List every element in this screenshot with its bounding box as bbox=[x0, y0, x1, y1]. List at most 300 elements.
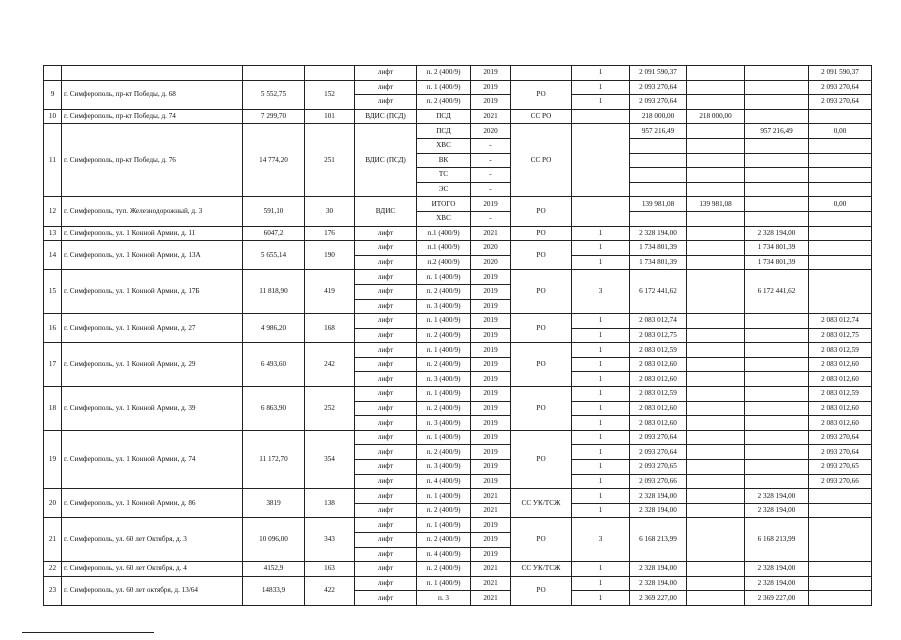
table-cell: 2 083 012,60 bbox=[630, 416, 687, 431]
table-cell: лифт bbox=[355, 80, 417, 95]
table-cell bbox=[687, 357, 745, 372]
table-cell: г. Симферополь, ул. 1 Конной Армии, д. 39 bbox=[62, 387, 243, 431]
table-row bbox=[44, 562, 872, 577]
table-cell: 2021 bbox=[471, 503, 511, 518]
table-cell: 419 bbox=[305, 270, 355, 314]
table-cell: 6 168 213,99 bbox=[745, 518, 809, 562]
table-cell: 22 bbox=[44, 562, 62, 577]
table-cell bbox=[687, 124, 745, 139]
table-cell bbox=[745, 445, 809, 460]
table-cell: п. 4 (400/9) bbox=[417, 547, 471, 562]
table-cell: ИТОГО bbox=[417, 197, 471, 212]
table-cell: п. 1 (400/9) bbox=[417, 80, 471, 95]
table-cell: 1 734 801,39 bbox=[745, 241, 809, 256]
table-cell: 218 000,00 bbox=[630, 109, 687, 124]
table-cell: 251 bbox=[305, 124, 355, 197]
table-cell bbox=[687, 562, 745, 577]
table-cell: РО bbox=[511, 430, 572, 488]
table-row bbox=[44, 109, 872, 124]
table-cell: г. Симферополь, ул. 1 Конной Армии, д. 74 bbox=[62, 430, 243, 488]
table-cell bbox=[809, 168, 872, 183]
table-cell: 16 bbox=[44, 314, 62, 343]
table-cell: 2 083 012,59 bbox=[809, 387, 872, 402]
table-cell: лифт bbox=[355, 474, 417, 489]
table-cell: 9 bbox=[44, 80, 62, 109]
table-row bbox=[44, 518, 872, 533]
table-cell bbox=[687, 328, 745, 343]
table-cell: п. 2 (400/9) bbox=[417, 533, 471, 548]
table-cell: п. 2 (400/9) bbox=[417, 562, 471, 577]
table-cell: РО bbox=[511, 80, 572, 109]
table-cell bbox=[687, 226, 745, 241]
table-cell: РО bbox=[511, 241, 572, 270]
table-cell: 138 bbox=[305, 489, 355, 518]
table-cell: 3 bbox=[572, 518, 630, 562]
table-cell: 6 493,60 bbox=[243, 343, 305, 387]
table-cell: 1 bbox=[572, 445, 630, 460]
table-cell: п. 1 (400/9) bbox=[417, 430, 471, 445]
table-cell: 218 000,00 bbox=[687, 109, 745, 124]
table-cell: г. Симферополь, ул. 1 Конной Армии, д. 13А bbox=[62, 241, 243, 270]
table-cell: ХВС bbox=[417, 211, 471, 226]
table-cell: лифт bbox=[355, 460, 417, 475]
table-cell: 139 981,08 bbox=[630, 197, 687, 212]
table-cell: лифт bbox=[355, 533, 417, 548]
table-cell bbox=[687, 270, 745, 314]
table-cell: п. 3 (400/9) bbox=[417, 460, 471, 475]
table-cell: РО bbox=[511, 576, 572, 605]
table-cell: лифт bbox=[355, 226, 417, 241]
table-row bbox=[44, 387, 872, 402]
table-cell: 2020 bbox=[471, 255, 511, 270]
table-cell bbox=[687, 95, 745, 110]
table-cell bbox=[687, 182, 745, 197]
table-cell: 1 bbox=[572, 591, 630, 606]
table-cell bbox=[572, 109, 630, 124]
table-cell: 2019 bbox=[471, 547, 511, 562]
table-cell: 1 bbox=[572, 416, 630, 431]
table-cell bbox=[745, 109, 809, 124]
table-cell: п. 1 (400/9) bbox=[417, 387, 471, 402]
table-cell bbox=[809, 562, 872, 577]
table-cell: 2 083 012,60 bbox=[630, 372, 687, 387]
table-row bbox=[44, 66, 872, 81]
table-cell: 5 655,14 bbox=[243, 241, 305, 270]
table-cell: ПСД bbox=[417, 124, 471, 139]
table-cell: 2020 bbox=[471, 124, 511, 139]
table-cell bbox=[687, 474, 745, 489]
table-cell: 1 bbox=[572, 314, 630, 329]
table-cell: лифт bbox=[355, 518, 417, 533]
table-cell bbox=[745, 372, 809, 387]
table-cell: 1 bbox=[572, 576, 630, 591]
table-cell: - bbox=[471, 168, 511, 183]
table-cell: 2019 bbox=[471, 533, 511, 548]
table-cell: РО bbox=[511, 314, 572, 343]
table-cell: 14 774,20 bbox=[243, 124, 305, 197]
table-cell bbox=[687, 138, 745, 153]
table-cell: 2 083 012,60 bbox=[630, 401, 687, 416]
table-cell: 2020 bbox=[471, 241, 511, 256]
table-cell: п. 2 (400/9) bbox=[417, 357, 471, 372]
table-cell: 2019 bbox=[471, 197, 511, 212]
table-cell: 1 bbox=[572, 562, 630, 577]
table-cell: 2 328 194,00 bbox=[630, 562, 687, 577]
table-cell bbox=[809, 182, 872, 197]
table-cell bbox=[809, 255, 872, 270]
table-cell: лифт bbox=[355, 357, 417, 372]
table-cell bbox=[243, 66, 305, 81]
table-cell: лифт bbox=[355, 372, 417, 387]
table-cell: 1 bbox=[572, 80, 630, 95]
table-cell: лифт bbox=[355, 284, 417, 299]
table-cell: 12 bbox=[44, 197, 62, 226]
table-cell bbox=[687, 387, 745, 402]
table-cell bbox=[687, 80, 745, 95]
table-cell bbox=[745, 168, 809, 183]
table-cell bbox=[630, 168, 687, 183]
table-cell: 1 bbox=[572, 372, 630, 387]
table-cell: ВДИС bbox=[355, 197, 417, 226]
table-cell: лифт bbox=[355, 314, 417, 329]
table-cell: 2019 bbox=[471, 387, 511, 402]
table-cell: лифт bbox=[355, 416, 417, 431]
table-cell: РО bbox=[511, 197, 572, 226]
table-cell: 2 328 194,00 bbox=[745, 576, 809, 591]
table-cell bbox=[745, 153, 809, 168]
table-cell bbox=[687, 153, 745, 168]
table-cell: 1 bbox=[572, 430, 630, 445]
table-cell: 176 bbox=[305, 226, 355, 241]
table-cell: 422 bbox=[305, 576, 355, 605]
table-cell: 2 093 270,64 bbox=[630, 80, 687, 95]
table-cell: РО bbox=[511, 387, 572, 431]
table-cell bbox=[687, 211, 745, 226]
table-cell: 101 bbox=[305, 109, 355, 124]
table-cell: 2 083 012,60 bbox=[809, 357, 872, 372]
table-cell bbox=[62, 66, 243, 81]
table-cell: 2 083 012,60 bbox=[809, 416, 872, 431]
table-cell: п.1 (400/9) bbox=[417, 226, 471, 241]
table-cell bbox=[745, 357, 809, 372]
table-cell: 2019 bbox=[471, 357, 511, 372]
table-cell: лифт bbox=[355, 270, 417, 285]
table-cell bbox=[745, 328, 809, 343]
table-cell: лифт bbox=[355, 299, 417, 314]
table-cell bbox=[745, 314, 809, 329]
table-cell: 13 bbox=[44, 226, 62, 241]
table-cell: ПСД bbox=[417, 109, 471, 124]
table-cell bbox=[809, 503, 872, 518]
table-cell: 14 bbox=[44, 241, 62, 270]
table-cell: 4152,9 bbox=[243, 562, 305, 577]
table-cell: 2 083 012,74 bbox=[630, 314, 687, 329]
table-cell: ХВС bbox=[417, 138, 471, 153]
table-cell bbox=[511, 66, 572, 81]
table-cell: 2019 bbox=[471, 445, 511, 460]
table-cell: г. Симферополь, пр-кт Победы, д. 74 bbox=[62, 109, 243, 124]
table-cell: п. 1 (400/9) bbox=[417, 518, 471, 533]
table-cell: п. 3 bbox=[417, 591, 471, 606]
table-row bbox=[44, 343, 872, 358]
table-cell: п. 1 (400/9) bbox=[417, 489, 471, 504]
table-cell bbox=[745, 182, 809, 197]
table-cell bbox=[687, 401, 745, 416]
table-cell: ТС bbox=[417, 168, 471, 183]
table-cell: 11 818,90 bbox=[243, 270, 305, 314]
table-cell: п. 2 (400/9) bbox=[417, 66, 471, 81]
table-cell: 30 bbox=[305, 197, 355, 226]
table-cell: 11 bbox=[44, 124, 62, 197]
table-cell bbox=[687, 445, 745, 460]
table-cell: п. 3 (400/9) bbox=[417, 299, 471, 314]
table-cell: г. Симферополь, ул. 1 Конной Армии, д. 29 bbox=[62, 343, 243, 387]
table-cell bbox=[809, 270, 872, 314]
table-cell: п. 1 (400/9) bbox=[417, 343, 471, 358]
table-cell: РО bbox=[511, 226, 572, 241]
table-cell: 2 093 270,64 bbox=[630, 445, 687, 460]
table-cell: СС РО bbox=[511, 124, 572, 197]
table-cell bbox=[687, 66, 745, 81]
table-cell: 2019 bbox=[471, 270, 511, 285]
table-cell: 2021 bbox=[471, 576, 511, 591]
table-cell: 5 552,75 bbox=[243, 80, 305, 109]
table-cell: г. Симферополь, пр-кт Победы, д. 68 bbox=[62, 80, 243, 109]
table-cell: 2 093 270,66 bbox=[630, 474, 687, 489]
table-cell bbox=[687, 591, 745, 606]
table-cell: 2 093 270,66 bbox=[809, 474, 872, 489]
table-cell: 17 bbox=[44, 343, 62, 387]
table-cell: 6047,2 bbox=[243, 226, 305, 241]
table-cell: 2 093 270,64 bbox=[630, 430, 687, 445]
table-cell: СС УК/ТСЖ bbox=[511, 489, 572, 518]
table-cell: г. Симферополь, ул. 60 лет Октября, д. 3 bbox=[62, 518, 243, 562]
table-cell: 23 bbox=[44, 576, 62, 605]
table-cell: - bbox=[471, 138, 511, 153]
table-cell: 2 083 012,59 bbox=[630, 343, 687, 358]
table-cell bbox=[745, 197, 809, 212]
table-cell: п. 1 (400/9) bbox=[417, 270, 471, 285]
table-cell: РО bbox=[511, 343, 572, 387]
table-cell: 6 863,90 bbox=[243, 387, 305, 431]
table-cell: ВДИС (ПСД) bbox=[355, 124, 417, 197]
table-cell: г. Симферополь, ул. 60 лет Октября, д. 4 bbox=[62, 562, 243, 577]
table-cell: 2 093 270,64 bbox=[630, 95, 687, 110]
table-row bbox=[44, 241, 872, 256]
table-cell: 10 096,00 bbox=[243, 518, 305, 562]
table-cell: г. Симферополь, ул. 1 Конной Армии, д. 86 bbox=[62, 489, 243, 518]
table-row bbox=[44, 430, 872, 445]
table-cell bbox=[745, 80, 809, 95]
table-cell: 2 083 012,75 bbox=[809, 328, 872, 343]
table-cell bbox=[687, 168, 745, 183]
footnote-rule bbox=[22, 632, 154, 633]
table-cell: 957 216,49 bbox=[630, 124, 687, 139]
table-cell bbox=[745, 430, 809, 445]
table-cell bbox=[687, 518, 745, 562]
table-cell bbox=[745, 343, 809, 358]
table-cell: лифт bbox=[355, 503, 417, 518]
table-cell bbox=[809, 241, 872, 256]
table-cell: 139 981,08 bbox=[687, 197, 745, 212]
table-cell bbox=[745, 460, 809, 475]
table-cell: 14833,9 bbox=[243, 576, 305, 605]
table-cell: 1 bbox=[572, 226, 630, 241]
table-cell: 7 299,70 bbox=[243, 109, 305, 124]
table-cell: 21 bbox=[44, 518, 62, 562]
table-cell: 6 168 213,99 bbox=[630, 518, 687, 562]
table-cell: 2019 bbox=[471, 460, 511, 475]
table-cell: СС РО bbox=[511, 109, 572, 124]
table-cell: 152 bbox=[305, 80, 355, 109]
table-cell bbox=[745, 211, 809, 226]
table-cell: - bbox=[471, 211, 511, 226]
table-cell: 1 734 801,39 bbox=[630, 241, 687, 256]
table-row bbox=[44, 489, 872, 504]
table-cell: РО bbox=[511, 518, 572, 562]
table-cell bbox=[745, 138, 809, 153]
table-cell: п.1 (400/9) bbox=[417, 241, 471, 256]
table-cell: п. 2 (400/9) bbox=[417, 328, 471, 343]
table-cell: 2 083 012,60 bbox=[809, 372, 872, 387]
table-cell bbox=[745, 474, 809, 489]
table-cell: 2019 bbox=[471, 474, 511, 489]
table-cell: 2 328 194,00 bbox=[630, 489, 687, 504]
table-cell: 2 328 194,00 bbox=[745, 562, 809, 577]
capital-repair-table bbox=[43, 65, 872, 606]
table-cell: 2 093 270,64 bbox=[809, 445, 872, 460]
table-cell: 1 bbox=[572, 503, 630, 518]
table-cell: лифт bbox=[355, 343, 417, 358]
table-cell: 1 bbox=[572, 489, 630, 504]
table-cell: ВК bbox=[417, 153, 471, 168]
table-cell: 3 bbox=[572, 270, 630, 314]
table-cell: п. 2 (400/9) bbox=[417, 401, 471, 416]
table-cell: п. 2 (400/9) bbox=[417, 445, 471, 460]
table-cell: 1 bbox=[572, 343, 630, 358]
table-cell bbox=[687, 314, 745, 329]
table-cell: п. 4 (400/9) bbox=[417, 474, 471, 489]
table-cell: 2 328 194,00 bbox=[745, 226, 809, 241]
table-cell bbox=[809, 576, 872, 591]
table-cell: п. 2 (400/9) bbox=[417, 503, 471, 518]
table-cell: лифт bbox=[355, 445, 417, 460]
table-cell: 1 bbox=[572, 255, 630, 270]
table-cell: РО bbox=[511, 270, 572, 314]
table-cell: ЭС bbox=[417, 182, 471, 197]
table-cell bbox=[745, 387, 809, 402]
table-cell: п. 3 (400/9) bbox=[417, 372, 471, 387]
table-cell: 2 328 194,00 bbox=[630, 503, 687, 518]
table-cell: - bbox=[471, 182, 511, 197]
table-cell: 2019 bbox=[471, 518, 511, 533]
table-cell bbox=[809, 489, 872, 504]
table-cell: г. Симферополь, пр-кт Победы, д. 76 bbox=[62, 124, 243, 197]
table-cell: 1 734 801,39 bbox=[630, 255, 687, 270]
table-cell: 2019 bbox=[471, 314, 511, 329]
table-cell bbox=[745, 401, 809, 416]
table-cell bbox=[809, 591, 872, 606]
table-cell bbox=[572, 197, 630, 226]
table-cell bbox=[687, 416, 745, 431]
table-cell: 190 bbox=[305, 241, 355, 270]
table-cell bbox=[745, 66, 809, 81]
table-cell: 2 328 194,00 bbox=[745, 503, 809, 518]
table-cell: г. Симферополь, туп. Железнодорожный, д. 3 bbox=[62, 197, 243, 226]
table-cell: 15 bbox=[44, 270, 62, 314]
table-cell bbox=[809, 226, 872, 241]
table-cell: 2 328 194,00 bbox=[630, 226, 687, 241]
table-cell: 20 bbox=[44, 489, 62, 518]
table-cell: 2 083 012,74 bbox=[809, 314, 872, 329]
table-cell bbox=[44, 66, 62, 81]
table-cell: 2 328 194,00 bbox=[745, 489, 809, 504]
table-cell: 11 172,70 bbox=[243, 430, 305, 488]
table-cell bbox=[809, 211, 872, 226]
table-cell: 1 bbox=[572, 357, 630, 372]
table-cell: 2019 bbox=[471, 328, 511, 343]
table-cell: 2 369 227,00 bbox=[630, 591, 687, 606]
table-cell: 2019 bbox=[471, 416, 511, 431]
table-cell: лифт bbox=[355, 430, 417, 445]
table-cell: 252 bbox=[305, 387, 355, 431]
table-cell: 2 093 270,64 bbox=[809, 80, 872, 95]
table-cell: 1 bbox=[572, 387, 630, 402]
table-cell: 18 bbox=[44, 387, 62, 431]
table-row bbox=[44, 314, 872, 329]
table-cell: 2019 bbox=[471, 299, 511, 314]
table-cell: 2 083 012,59 bbox=[809, 343, 872, 358]
table-cell: 1 bbox=[572, 401, 630, 416]
table-cell bbox=[809, 138, 872, 153]
table-cell: п.2 (400/9) bbox=[417, 255, 471, 270]
table-cell bbox=[745, 416, 809, 431]
table-cell: 1 bbox=[572, 460, 630, 475]
table-cell: 2019 bbox=[471, 430, 511, 445]
table-cell: 2019 bbox=[471, 66, 511, 81]
table-cell bbox=[809, 518, 872, 562]
table-row bbox=[44, 226, 872, 241]
table-cell: 2 091 590,37 bbox=[809, 66, 872, 81]
table-cell: 2 083 012,59 bbox=[630, 387, 687, 402]
table-cell: г. Симферополь, ул. 60 лет октября, д. 13/64 bbox=[62, 576, 243, 605]
table-cell bbox=[687, 460, 745, 475]
table-row bbox=[44, 80, 872, 95]
table-cell: 2 083 012,75 bbox=[630, 328, 687, 343]
table-cell: 242 bbox=[305, 343, 355, 387]
table-cell: лифт bbox=[355, 576, 417, 591]
table-cell: 163 bbox=[305, 562, 355, 577]
table-cell bbox=[630, 211, 687, 226]
table-cell: 1 734 801,39 bbox=[745, 255, 809, 270]
table-cell: г. Симферополь, ул. 1 Конной Армии, д. 11 bbox=[62, 226, 243, 241]
table-cell: п. 1 (400/9) bbox=[417, 576, 471, 591]
table-cell: г. Симферополь, ул. 1 Конной Армии, д. 17Б bbox=[62, 270, 243, 314]
table-cell bbox=[687, 503, 745, 518]
table-cell bbox=[687, 255, 745, 270]
table-cell: п. 3 (400/9) bbox=[417, 416, 471, 431]
table-cell: 343 bbox=[305, 518, 355, 562]
table-cell: 1 bbox=[572, 66, 630, 81]
table-cell: СС УК/ТСЖ bbox=[511, 562, 572, 577]
table-cell bbox=[687, 430, 745, 445]
table-cell: 591,10 bbox=[243, 197, 305, 226]
table-cell: п. 2 (400/9) bbox=[417, 95, 471, 110]
table-cell: 2019 bbox=[471, 401, 511, 416]
table-cell: 2019 bbox=[471, 95, 511, 110]
table-row bbox=[44, 270, 872, 285]
table-row bbox=[44, 197, 872, 212]
